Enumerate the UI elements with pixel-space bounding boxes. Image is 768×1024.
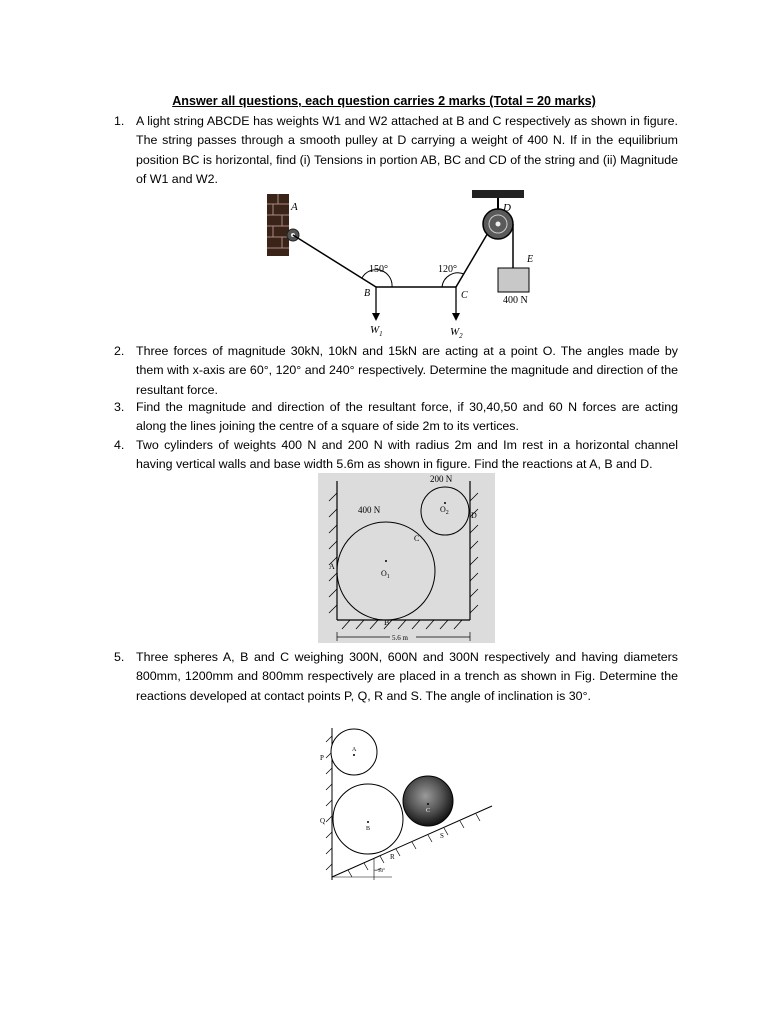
angle-label: 30° xyxy=(378,869,385,874)
figure-spheres-trench xyxy=(312,722,494,882)
point-d-label: D xyxy=(471,511,477,520)
question-number: 3. xyxy=(114,400,125,414)
question-text: Three forces of magnitude 30kN, 10kN and 15kN are acting at a point O. The angles made by them with x-axis are 60°, 120° and 240° respectively. Determine the magnitude and direction of the resultant force. xyxy=(136,344,678,397)
o1-label: $O_1$ xyxy=(381,569,390,580)
sphere-a-label: A xyxy=(352,747,357,753)
point-b-label: B xyxy=(384,618,390,627)
load-200-label: 200 N xyxy=(430,474,453,484)
question-number: 2. xyxy=(114,344,125,358)
question-text: Find the magnitude and direction of the resultant force, if 30,40,50 and 60 N forces are acting along the lines joining the centre of a square of side 2m to its vertices. xyxy=(136,400,678,434)
w2-label: $W_2$ xyxy=(450,326,463,340)
question-3 xyxy=(114,398,678,437)
load-label: 400 N xyxy=(503,295,528,306)
hanging-block xyxy=(498,268,529,292)
load-400-label: 400 N xyxy=(358,505,381,515)
question-1 xyxy=(114,112,678,190)
point-q-label: Q xyxy=(320,817,326,825)
point-p-label: P xyxy=(320,754,324,762)
sphere-c-label: C xyxy=(426,808,431,814)
point-a-label: A xyxy=(291,201,298,213)
o2-label: $O_2$ xyxy=(440,505,449,516)
point-d-label: D xyxy=(503,202,511,214)
point-c-label: C xyxy=(461,290,468,301)
question-text: A light string ABCDE has weights W1 and W2 attached at B and C respectively as shown in figure. The string passes through a smooth pulley at D carrying a weight of 400 N. If in the equilibrium position BC is horizontal, find (i) Tensions in portion AB, BC and CD of the string and (ii) Magnitude of W1 and W2. xyxy=(136,114,678,187)
point-e-label: E xyxy=(527,254,534,265)
question-5 xyxy=(114,648,678,706)
string xyxy=(293,224,513,287)
figure-cylinders-channel xyxy=(318,473,495,643)
question-number: 1. xyxy=(114,114,125,128)
question-number: 5. xyxy=(114,650,125,664)
page-heading: Answer all questions, each question carries 2 marks (Total = 20 marks) xyxy=(172,94,596,108)
question-text: Two cylinders of weights 400 N and 200 N with radius 2m and Im rest in a horizontal channel having vertical walls and base width 5.6m as shown in figure. Find the reactions at A, B and D. xyxy=(136,438,678,472)
question-text: Three spheres A, B and C weighing 300N, 600N and 300N respectively and having diameters 800mm, 1200mm and 800mm respectively are placed in a trench as shown in Fig. Determine the reactions developed at contact points P, Q, R and S. The angle of inclination is 30°. xyxy=(136,650,678,703)
question-4 xyxy=(114,436,678,475)
question-number: 4. xyxy=(114,438,125,452)
angle-b-label: 150° xyxy=(369,264,388,275)
point-r-label: R xyxy=(390,853,395,861)
question-2 xyxy=(114,342,678,400)
angle-c-label: 120° xyxy=(438,264,457,275)
w1-label: $W_1$ xyxy=(370,324,383,338)
point-c-label: C xyxy=(414,534,420,543)
point-a-label: A xyxy=(329,562,335,571)
figure-string-pulley xyxy=(258,188,558,344)
sphere-b xyxy=(333,784,403,854)
sphere-b-label: B xyxy=(366,826,371,832)
width-label: 5.6 m xyxy=(392,634,408,642)
sphere-c xyxy=(403,776,453,826)
ceiling xyxy=(472,190,524,198)
point-b-label: B xyxy=(364,288,371,299)
point-s-label: S xyxy=(440,832,444,840)
